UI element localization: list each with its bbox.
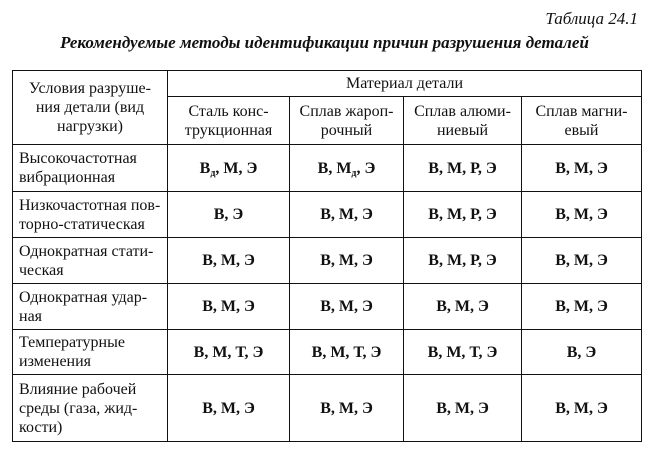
- column-header: Сплав магни- евый: [522, 97, 642, 145]
- row-label: Однократная удар- ная: [13, 284, 168, 330]
- row-header-line: ния детали (вид: [35, 99, 145, 116]
- table-cell: В, $М_д$, Э: [290, 145, 404, 192]
- group-header: Материал детали: [168, 71, 642, 97]
- table-cell: В, М, Т, Э: [168, 330, 290, 375]
- row-header-line: нагрузки): [57, 118, 123, 135]
- table-cell: В, М, Э: [522, 284, 642, 330]
- table-cell: В, М, Т, Э: [404, 330, 522, 375]
- table-cell: В, М, Э: [168, 284, 290, 330]
- table-cell: В, М, Р, Э: [404, 238, 522, 284]
- table-cell: В, М, Э: [522, 375, 642, 442]
- table-cell: В, М, Э: [522, 145, 642, 192]
- table-cell: В, М, Э: [290, 284, 404, 330]
- table-cell: В, М, Э: [522, 238, 642, 284]
- table-row: [13, 330, 642, 375]
- table-cell: В, М, Э: [168, 238, 290, 284]
- table-cell: В, М, Э: [404, 375, 522, 442]
- table-cell: В, М, Э: [290, 192, 404, 238]
- row-label: Однократная стати- ческая: [13, 238, 168, 284]
- table-cell: В, Э: [168, 192, 290, 238]
- table-row: [13, 145, 642, 192]
- row-label: Влияние рабочей среды (газа, жид- кости): [13, 375, 168, 442]
- row-label: Высокочастотная вибрационная: [13, 145, 168, 192]
- table-cell: В, М, Р, Э: [404, 192, 522, 238]
- column-header: Сталь конс- трукционная: [168, 97, 290, 145]
- table-cell: В, М, Э: [168, 375, 290, 442]
- row-header-line: Условия разруше-: [29, 80, 151, 97]
- row-label: Низкочастотная пов- торно-статическая: [13, 192, 168, 238]
- methods-table: [12, 70, 642, 442]
- row-label: Температурные изменения: [13, 330, 168, 375]
- table-cell: В, М, Э: [290, 375, 404, 442]
- table-title: Рекомендуемые методы идентификации причин разрушения деталей: [60, 33, 589, 52]
- column-header: Сплав жароп- рочный: [290, 97, 404, 145]
- table-row: [13, 238, 642, 284]
- column-header: Сплав алюми- ниевый: [404, 97, 522, 145]
- table-cell: В, М, Э: [290, 238, 404, 284]
- table-cell: В, Э: [522, 330, 642, 375]
- table-row: [13, 284, 642, 330]
- table-number: Таблица 24.1: [545, 9, 638, 28]
- table-cell: $В_д$, М, Э: [168, 145, 290, 192]
- table-cell: В, М, Р, Э: [404, 145, 522, 192]
- table-cell: В, М, Т, Э: [290, 330, 404, 375]
- table-cell: В, М, Э: [404, 284, 522, 330]
- row-header: [13, 71, 168, 145]
- table-cell: В, М, Э: [522, 192, 642, 238]
- table-row: [13, 192, 642, 238]
- table-row: [13, 375, 642, 442]
